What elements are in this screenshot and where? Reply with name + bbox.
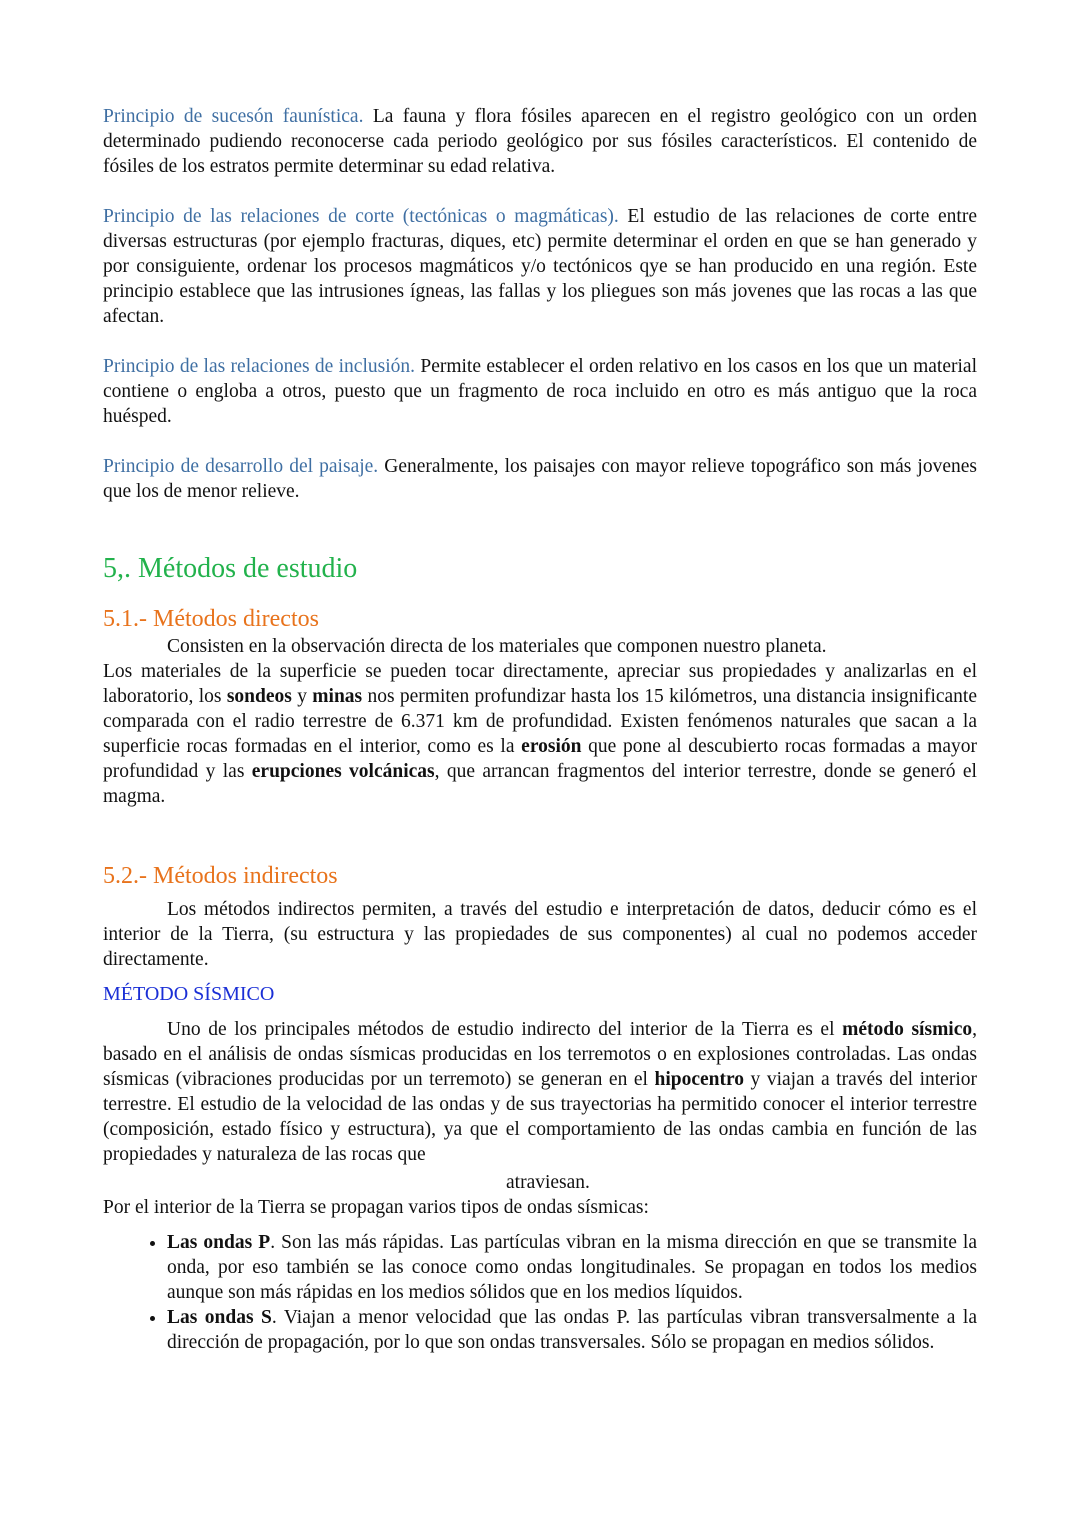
list-item: [167, 1305, 977, 1355]
text-run: Uno de los principales métodos de estudio indirecto del interior de la Tierra es el: [167, 1019, 843, 1040]
text-run: y: [291, 686, 313, 707]
seismic-body: [103, 1017, 977, 1167]
text-run: , que arrancan fragmentos del interior terrestre, donde se generó el magma.: [103, 761, 977, 807]
direct-intro: Consisten en la observación directa de los materiales que componen nuestro planeta.: [167, 636, 827, 657]
principle-title: Principio de las relaciones de corte (tectónicas o magmáticas).: [103, 206, 619, 227]
bold-term: hipocentro: [654, 1069, 745, 1090]
principle-text: Generalmente, los paisajes con mayor relieve topográfico son más jovenes que los de menor relieve.: [103, 456, 977, 502]
direct-body: [103, 659, 977, 809]
section-heading: 5,. Métodos de estudio: [103, 553, 358, 584]
bold-term: erupciones volcánicas: [251, 761, 435, 782]
principle-paragraph: [103, 204, 977, 329]
principle-paragraph: [103, 104, 977, 179]
text-run: . Son las más rápidas. Las partículas vibran en la misma dirección en que se transmite la onda, por eso también se las conoce como ondas longitudinales. Se propagan en todos los medios aunque son más rápidas en los medios sólidos que en los medios líquidos.: [167, 1232, 977, 1303]
subsection-heading-indirect: 5.2.- Métodos indirectos: [103, 863, 338, 889]
text-run: que pone al descubierto rocas formadas a mayor profundidad y las: [103, 736, 977, 782]
waves-list: [103, 1230, 977, 1355]
principle-text: El estudio de las relaciones de corte entre diversas estructuras (por ejemplo fracturas, diques, etc) permite determinar el orden en que se han generado y por consiguiente, ordenar los procesos magmáticos y/o tectónicos qye se han producido en una región. Este principio establece que las intrusiones ígneas, las fallas y los pliegues son más jovenes que las rocas a las que afectan.: [103, 206, 977, 327]
bold-term: Las ondas S: [167, 1307, 272, 1328]
principle-title: Principio de las relaciones de inclusión.: [103, 356, 416, 377]
indirect-intro: Los métodos indirectos permiten, a través del estudio e interpretación de datos, deducir cómo es el interior de la Tierra, (su estructura y las propiedades de sus componentes) al cual no podemos acceder directamente.: [103, 899, 977, 970]
bold-term: método sísmico: [842, 1019, 973, 1040]
bold-term: minas: [312, 686, 363, 707]
text-run: y viajan a través del interior terrestre. El estudio de la velocidad de las ondas y de sus trayectorias ha permitido conocer el interior terrestre (composición, estado físico y estructura), ya que el comportamiento de las ondas cambia en función de las propiedades y naturaleza de las rocas que: [103, 1069, 977, 1165]
list-item: [167, 1230, 977, 1305]
text-run: nos permiten profundizar hasta los 15 kilómetros, una distancia insignificante comparada con el radio terrestre de 6.371 km de profundidad. Existen fenómenos naturales que sacan a la superficie rocas formadas en el interior, como es la: [103, 686, 978, 757]
subsection-heading-direct: 5.1.- Métodos directos: [103, 606, 319, 632]
principle-text: Permite establecer el orden relativo en los casos en los que un material contiene o engloba a otros, puesto que un fragmento de roca incluido en otro es más antiguo que la roca huésped.: [103, 356, 977, 427]
principle-title: Principio de sucesón faunística.: [103, 106, 364, 127]
waves-intro: Por el interior de la Tierra se propagan varios tipos de ondas sísmicas:: [103, 1197, 649, 1218]
principle-paragraph: [103, 354, 977, 429]
text-run: Los materiales de la superficie se pueden tocar directamente, apreciar sus propiedades y analizarlas en el laboratorio, los: [103, 661, 977, 707]
bold-term: erosión: [521, 736, 582, 757]
text-run: , basado en el análisis de ondas sísmicas producidas en los terremotos o en explosiones controladas. Las ondas sísmicas (vibraciones producidas por un terremoto) se generan en el: [103, 1019, 978, 1090]
principle-title: Principio de desarrollo del paisaje.: [103, 456, 379, 477]
trailing-word: atraviesan.: [506, 1172, 590, 1193]
text-run: . Viajan a menor velocidad que las ondas P. las partículas vibran transversalmente a la dirección de propagación, por lo que son ondas transversales. Sólo se propagan en medios sólidos.: [167, 1307, 978, 1353]
document-content: [103, 104, 977, 1355]
method-heading: MÉTODO SÍSMICO: [103, 983, 275, 1005]
principle-paragraph: [103, 454, 977, 504]
bold-term: Las ondas P: [167, 1232, 271, 1253]
principle-text: La fauna y flora fósiles aparecen en el registro geológico con un orden determinado pudiendo reconocerse cada periodo geológico por sus fósiles característicos. El contenido de fósiles de los estratos permite determinar su edad relativa.: [103, 106, 977, 177]
bold-term: sondeos: [226, 686, 292, 707]
